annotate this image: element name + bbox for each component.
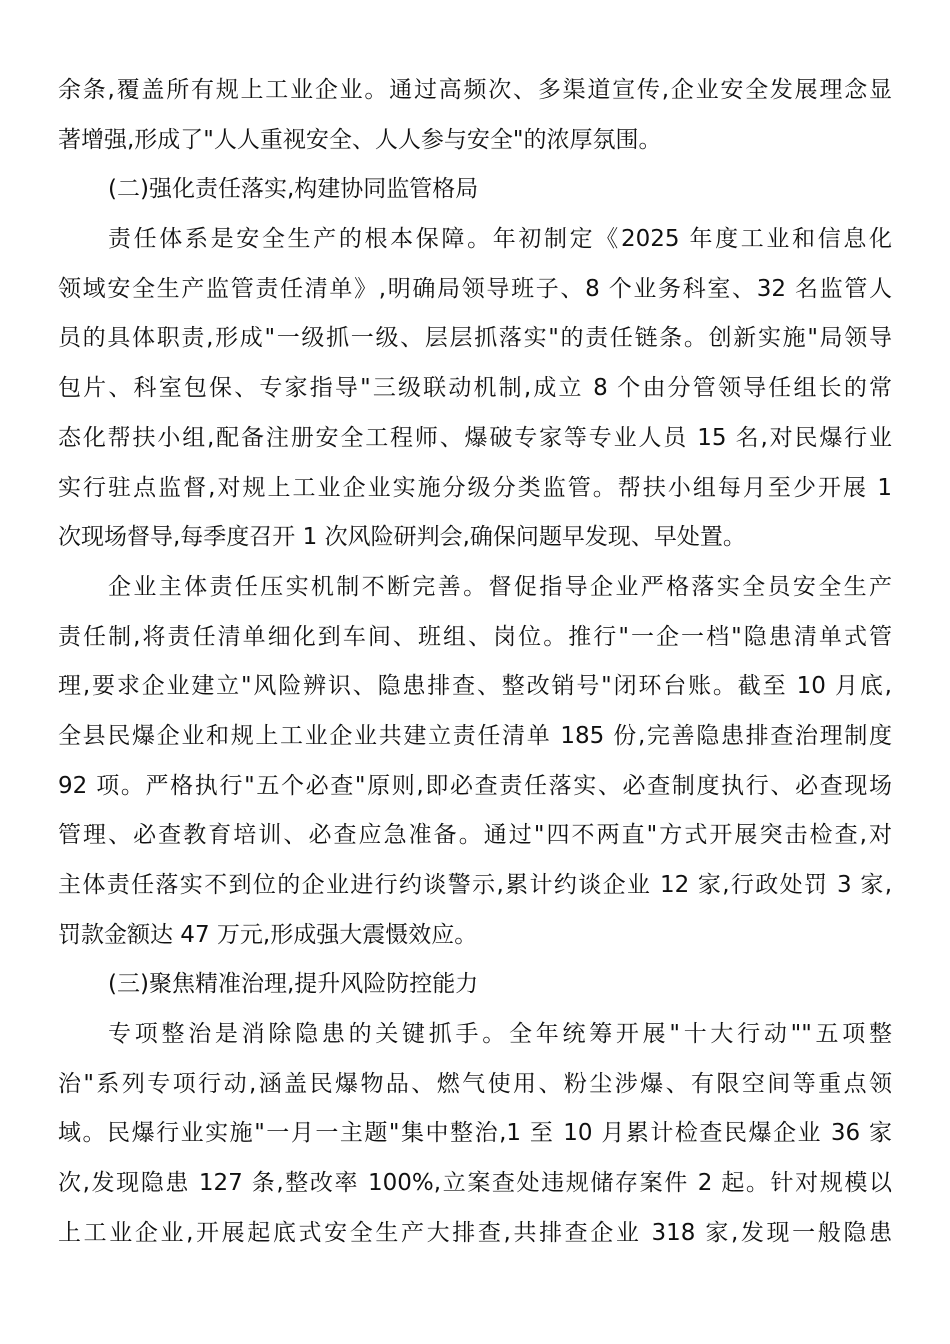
body-text-line: 包片、科室包保、专家指导"三级联动机制,成立 8 个由分管领导任组长的常 [58, 375, 892, 402]
section-heading: (二)强化责任落实,构建协同监管格局 [108, 176, 479, 203]
paragraph-first-line: 专项整治是消除隐患的关键抓手。全年统筹开展"十大行动""五项整 [108, 1021, 892, 1048]
body-text-line: 余条,覆盖所有规上工业企业。通过高频次、多渠道宣传,企业安全发展理念显 [58, 77, 892, 103]
body-text-line: 理,要求企业建立"风险辨识、隐患排查、整改销号"闭环台账。截至 10 月底, [58, 673, 892, 700]
paragraph-first-line: 责任体系是安全生产的根本保障。年初制定《2025 年度工业和信息化 [108, 226, 892, 253]
body-text-line: 著增强,形成了"人人重视安全、人人参与安全"的浓厚氛围。 [58, 126, 662, 153]
body-text-line: 域。民爆行业实施"一月一主题"集中整治,1 至 10 月累计检查民爆企业 36 家 [58, 1120, 892, 1147]
body-text-line: 态化帮扶小组,配备注册安全工程师、爆破专家等专业人员 15 名,对民爆行业 [58, 424, 892, 451]
body-text-line: 上工业企业,开展起底式安全生产大排查,共排查企业 318 家,发现一般隐患 [58, 1219, 892, 1246]
paragraph-first-line: 企业主体责任压实机制不断完善。督促指导企业严格落实全员安全生产 [108, 573, 892, 600]
body-text-line: 责任制,将责任清单细化到车间、班组、岗位。推行"一企一档"隐患清单式管 [58, 623, 892, 650]
body-text-line: 次现场督导,每季度召开 1 次风险研判会,确保问题早发现、早处置。 [58, 524, 746, 551]
body-text-line: 罚款金额达 47 万元,形成强大震慑效应。 [58, 921, 478, 948]
section-heading: (三)聚焦精准治理,提升风险防控能力 [108, 971, 479, 998]
body-text-line: 实行驻点监督,对规上工业企业实施分级分类监管。帮扶小组每月至少开展 1 [58, 474, 892, 501]
document-page [58, 66, 892, 1259]
body-text-line: 管理、必查教育培训、必查应急准备。通过"四不两直"方式开展突击检查,对 [58, 822, 892, 849]
body-text-line: 治"系列专项行动,涵盖民爆物品、燃气使用、粉尘涉爆、有限空间等重点领 [58, 1070, 892, 1097]
body-text-line: 领域安全生产监管责任清单》,明确局领导班子、8 个业务科室、32 名监管人 [58, 275, 892, 302]
body-text-line: 主体责任落实不到位的企业进行约谈警示,累计约谈企业 12 家,行政处罚 3 家, [58, 872, 892, 898]
body-text-line: 92 项。严格执行"五个必查"原则,即必查责任落实、必查制度执行、必查现场 [58, 772, 892, 799]
body-text-line: 员的具体职责,形成"一级抓一级、层层抓落实"的责任链条。创新实施"局领导 [58, 325, 892, 352]
body-text-line: 次,发现隐患 127 条,整改率 100%,立案查处违规储存案件 2 起。针对规模以 [58, 1170, 892, 1197]
body-text-line: 全县民爆企业和规上工业企业共建立责任清单 185 份,完善隐患排查治理制度 [58, 722, 892, 749]
